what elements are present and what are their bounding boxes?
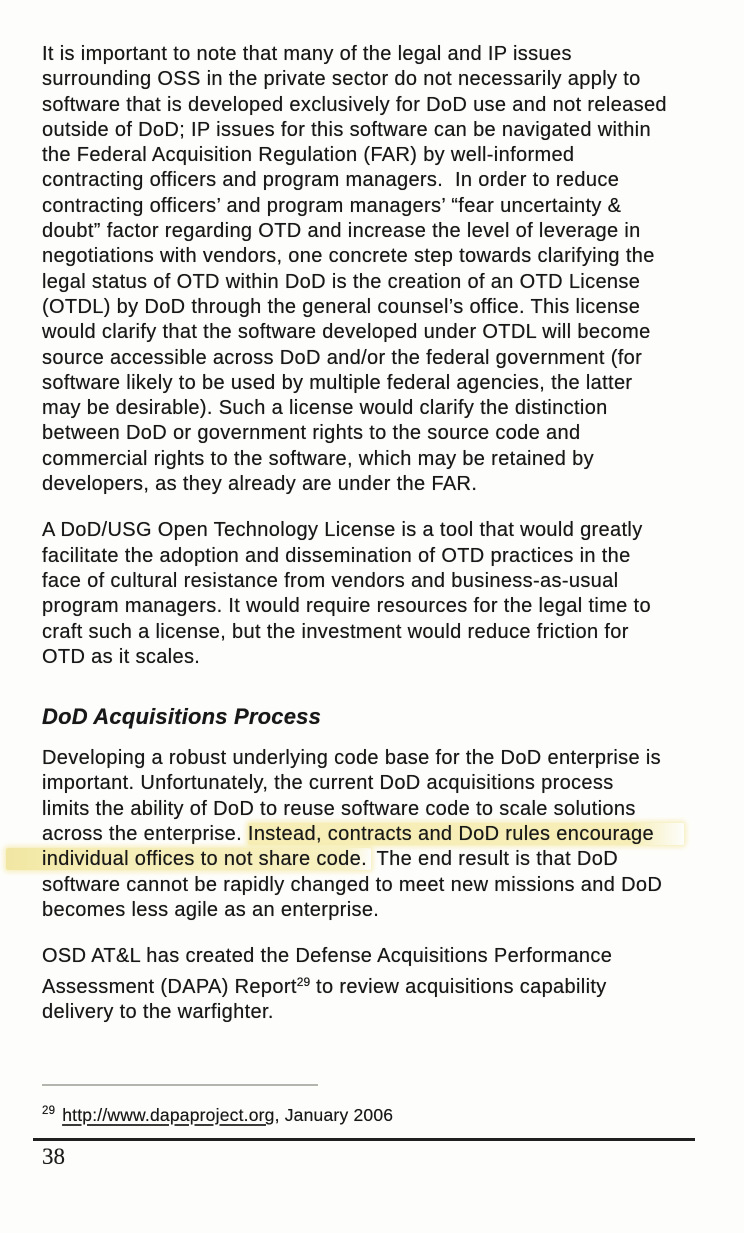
text-line [42, 67, 716, 92]
text-line [42, 569, 716, 594]
text-line [42, 346, 716, 371]
text-segment: Assessment (DAPA) Report [42, 975, 297, 998]
text-line [42, 371, 716, 396]
text-line [42, 168, 716, 193]
section-heading: DoD Acquisitions Process [42, 704, 322, 730]
text-line [42, 797, 716, 822]
paragraph [42, 42, 716, 497]
text-line [42, 822, 716, 847]
text-line [42, 118, 716, 143]
paragraph [42, 518, 716, 670]
text-line [42, 396, 716, 421]
text-line [42, 219, 716, 244]
text-line [42, 270, 716, 295]
paragraph [42, 944, 716, 1025]
text-segment: the Federal Acquisition Regulation (FAR) by well-informed [42, 144, 575, 167]
text-segment: contracting officers’ and program managers’ “fear uncertainty & [42, 194, 622, 217]
text-segment: commercial rights to the software, which may be retained by [42, 447, 594, 470]
text-segment: software cannot be rapidly changed to meet new missions and DoD [42, 873, 663, 896]
text-line [42, 42, 716, 67]
text-line [42, 320, 716, 345]
text-segment: between DoD or government rights to the source code and [42, 422, 581, 445]
text-line [42, 447, 716, 472]
text-segment: important. Unfortunately, the current DoD acquisitions process [42, 772, 614, 795]
page-footer-rule [33, 1138, 695, 1141]
text-line [42, 620, 716, 645]
highlighted-text: individual offices to not share code. [6, 848, 371, 870]
text-segment: The end result is that DoD [371, 848, 618, 871]
text-line [42, 645, 716, 670]
text-line [42, 1000, 716, 1025]
text-segment: to review acquisitions capability [310, 975, 607, 998]
text-segment: limits the ability of DoD to reuse software code to scale solutions [42, 797, 636, 820]
text-segment: OTD as it scales. [42, 645, 201, 668]
text-line [42, 544, 716, 569]
footnote-suffix: , January 2006 [274, 1105, 394, 1126]
text-line [42, 472, 716, 497]
highlighted-text: Instead, contracts and DoD rules encourage [248, 823, 684, 845]
footnote [42, 1099, 716, 1128]
text-segment: outside of DoD; IP issues for this software can be navigated within [42, 118, 651, 141]
text-line [42, 194, 716, 219]
text-segment: source accessible across DoD and/or the federal government (for [42, 346, 643, 369]
text-segment: doubt” factor regarding OTD and increase the level of leverage in [42, 220, 641, 243]
text-segment: would clarify that the software developed under OTDL will become [42, 321, 651, 344]
text-segment: A DoD/USG Open Technology License is a tool that would greatly [42, 519, 643, 542]
text-line [42, 244, 716, 269]
text-line [42, 594, 716, 619]
text-segment: contracting officers and program managers. In order to reduce [42, 169, 620, 192]
text-segment: OSD AT&L has created the Defense Acquisitions Performance [42, 945, 613, 968]
text-line [42, 847, 716, 872]
text-segment: software likely to be used by multiple federal agencies, the latter [42, 371, 633, 394]
footnote-divider [42, 1084, 318, 1086]
text-segment: becomes less agile as an enterprise. [42, 898, 380, 921]
superscript-footnote-ref: 29 [296, 974, 311, 989]
text-line [42, 944, 716, 969]
text-segment: across the enterprise. [42, 823, 248, 846]
text-segment: legal status of OTD within DoD is the creation of an OTD License [42, 270, 641, 293]
text-line [42, 898, 716, 923]
text-line [42, 295, 716, 320]
text-segment: software that is developed exclusively for DoD use and not released [42, 93, 667, 116]
text-line [42, 421, 716, 446]
text-line [42, 143, 716, 168]
footnote-marker: 29 [42, 1105, 56, 1118]
text-segment: surrounding OSS in the private sector do not necessarily apply to [42, 68, 641, 91]
page-number: 38 [42, 1144, 65, 1170]
body-text [42, 42, 716, 1025]
text-segment: may be desirable). Such a license would clarify the distinction [42, 397, 608, 420]
text-segment: negotiations with vendors, one concrete step towards clarifying the [42, 245, 655, 268]
text-line [42, 93, 716, 118]
text-segment: face of cultural resistance from vendors and business-as-usual [42, 569, 619, 592]
text-line [42, 518, 716, 543]
text-line [42, 771, 716, 796]
text-segment: It is important to note that many of the legal and IP issues [42, 43, 572, 65]
text-segment: (OTDL) by DoD through the general counsel’s office. This license [42, 295, 641, 318]
text-segment: developers, as they already are under the FAR. [42, 473, 478, 496]
text-segment: Developing a robust underlying code base for the DoD enterprise is [42, 747, 661, 770]
text-segment: delivery to the warfighter. [42, 1000, 274, 1023]
paragraph [42, 746, 716, 923]
text-line [42, 873, 716, 898]
footnote-link[interactable]: http://www.dapaproject.org [62, 1105, 275, 1126]
text-segment: facilitate the adoption and dissemination of OTD practices in the [42, 544, 631, 567]
text-segment: craft such a license, but the investment would reduce friction for [42, 620, 629, 643]
text-segment: program managers. It would require resources for the legal time to [42, 595, 651, 618]
text-line [42, 970, 716, 1000]
text-line [42, 746, 716, 771]
